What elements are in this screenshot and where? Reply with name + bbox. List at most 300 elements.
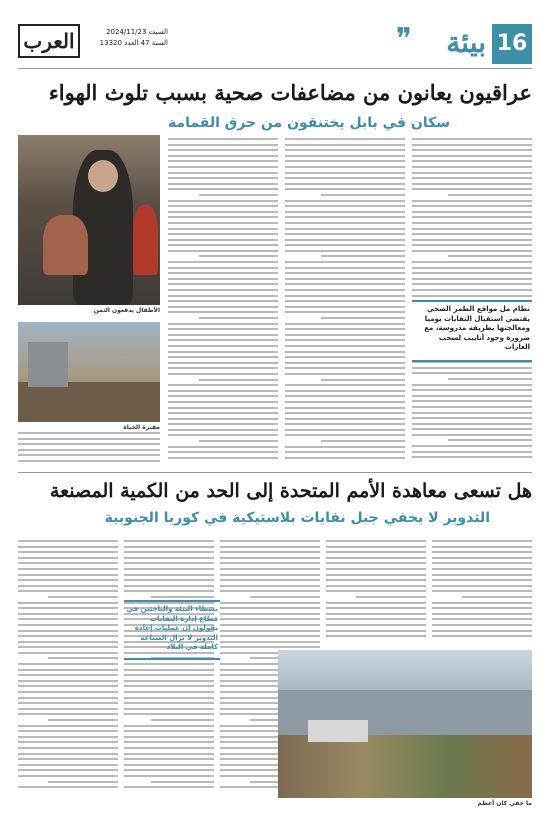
- text-line: [412, 138, 532, 140]
- text-line: [321, 317, 405, 319]
- text-line: [168, 362, 270, 364]
- text-line: [168, 300, 270, 302]
- text-line: [168, 323, 270, 325]
- text-line: [412, 423, 532, 425]
- text-line: [151, 719, 214, 721]
- text-line: [168, 188, 270, 190]
- text-line: [412, 367, 532, 369]
- text-line: [124, 764, 214, 766]
- text-line: [412, 177, 532, 179]
- text-line: [124, 691, 214, 693]
- text-line: [18, 590, 118, 592]
- article2-photo: [278, 650, 532, 798]
- text-line: [285, 138, 405, 140]
- text-line: [285, 155, 405, 157]
- text-line: [18, 613, 118, 615]
- text-line: [168, 373, 270, 375]
- text-line: [220, 641, 320, 643]
- text-line: [285, 300, 405, 302]
- text-line: [18, 669, 118, 671]
- text-line: [412, 451, 532, 453]
- article2-column-4: [124, 540, 214, 795]
- text-line: [168, 423, 270, 425]
- text-line: [412, 166, 532, 168]
- text-line: [124, 725, 214, 727]
- text-line: [285, 183, 405, 185]
- text-line: [285, 373, 405, 375]
- text-line: [285, 205, 405, 207]
- text-line: [124, 747, 214, 749]
- text-line: [432, 607, 532, 609]
- text-line: [18, 568, 118, 570]
- text-line: [18, 618, 118, 620]
- text-line: [326, 540, 426, 542]
- text-line: [18, 758, 118, 760]
- text-line: [285, 423, 405, 425]
- text-line: [124, 713, 214, 715]
- date-line: السبت 2024/11/23: [106, 28, 168, 36]
- text-line: [124, 557, 214, 559]
- text-line: [412, 295, 532, 297]
- text-line: [412, 211, 532, 213]
- text-line: [412, 250, 532, 252]
- text-line: [220, 568, 320, 570]
- text-line: [412, 384, 532, 386]
- text-line: [412, 406, 532, 408]
- text-line: [124, 585, 214, 587]
- text-line: [412, 144, 532, 146]
- quote-mark-icon: ❞: [395, 22, 412, 57]
- text-line: [432, 624, 532, 626]
- article1-pull-quote: نظام مل مواقع الطمر الصحي يقتضي استقبال النفايات يوميا ومعالجتها بطريقة مدروسة، مع ضرورة وجود أنابيب لسحب الغازات: [424, 305, 530, 351]
- text-line: [168, 239, 270, 241]
- text-line: [285, 149, 405, 151]
- text-line: [448, 439, 532, 441]
- text-line: [220, 579, 320, 581]
- text-line: [285, 418, 405, 420]
- text-line: [432, 590, 532, 592]
- text-line: [412, 272, 532, 274]
- text-line: [412, 172, 532, 174]
- text-line: [18, 546, 118, 548]
- text-line: [432, 618, 532, 620]
- text-line: [285, 222, 405, 224]
- text-line: [199, 255, 270, 257]
- text-line: [326, 585, 426, 587]
- text-line: [168, 160, 270, 162]
- text-line: [412, 149, 532, 151]
- text-line: [285, 250, 405, 252]
- text-line: [285, 233, 405, 235]
- text-line: [285, 200, 405, 202]
- text-line: [412, 400, 532, 402]
- text-line: [220, 551, 320, 553]
- text-line: [412, 372, 532, 374]
- text-line: [151, 781, 214, 783]
- text-line: [124, 540, 214, 542]
- text-line: [321, 440, 405, 442]
- text-line: [448, 378, 532, 380]
- text-line: [412, 228, 532, 230]
- text-line: [285, 267, 405, 269]
- text-line: [220, 613, 320, 615]
- text-line: [168, 418, 270, 420]
- text-line: [18, 713, 118, 715]
- text-line: [18, 460, 160, 462]
- text-line: [124, 702, 214, 704]
- text-line: [124, 574, 214, 576]
- text-line: [168, 155, 270, 157]
- text-line: [18, 652, 118, 654]
- text-line: [124, 730, 214, 732]
- text-line: [18, 562, 118, 564]
- text-line: [168, 272, 270, 274]
- page-number: 16: [492, 24, 532, 64]
- text-line: [285, 228, 405, 230]
- text-line: [199, 194, 270, 196]
- text-line: [412, 278, 532, 280]
- text-line: [18, 753, 118, 755]
- text-line: [124, 551, 214, 553]
- text-line: [285, 216, 405, 218]
- photo-figure-face: [88, 160, 118, 192]
- text-line: [124, 546, 214, 548]
- text-line: [220, 574, 320, 576]
- text-line: [18, 697, 118, 699]
- text-line: [220, 646, 320, 648]
- text-line: [432, 540, 532, 542]
- text-line: [285, 172, 405, 174]
- text-line: [285, 367, 405, 369]
- text-line: [220, 635, 320, 637]
- text-line: [168, 395, 270, 397]
- text-line: [432, 562, 532, 564]
- text-line: [412, 239, 532, 241]
- text-line: [326, 562, 426, 564]
- text-line: [168, 451, 270, 453]
- text-line: [124, 669, 214, 671]
- text-line: [124, 775, 214, 777]
- text-line: [326, 618, 426, 620]
- text-line: [168, 166, 270, 168]
- text-line: [168, 244, 270, 246]
- text-line: [285, 451, 405, 453]
- text-line: [326, 546, 426, 548]
- text-line: [285, 345, 405, 347]
- text-line: [18, 557, 118, 559]
- photo-figure-bystander: [133, 205, 158, 275]
- text-line: [124, 741, 214, 743]
- text-line: [220, 540, 320, 542]
- article1-column-4: [18, 432, 160, 468]
- text-line: [168, 144, 270, 146]
- text-line: [168, 149, 270, 151]
- text-line: [168, 222, 270, 224]
- text-line: [18, 764, 118, 766]
- text-line: [18, 540, 118, 542]
- text-line: [412, 188, 532, 190]
- text-line: [168, 200, 270, 202]
- text-line: [220, 557, 320, 559]
- article1-subheadline: سكان في بابل يختنقون من حرق القمامة: [167, 115, 450, 131]
- text-line: [168, 278, 270, 280]
- article2-headline: هل تسعى معاهدة الأمم المتحدة إلى الحد من الكمية المصنعة: [49, 480, 532, 502]
- text-line: [412, 412, 532, 414]
- text-line: [285, 429, 405, 431]
- text-line: [18, 708, 118, 710]
- text-line: [412, 160, 532, 162]
- text-line: [285, 295, 405, 297]
- text-line: [168, 367, 270, 369]
- article-divider: [18, 472, 532, 473]
- text-line: [18, 747, 118, 749]
- text-line: [220, 602, 320, 604]
- text-line: [124, 708, 214, 710]
- text-line: [412, 267, 532, 269]
- text-line: [326, 557, 426, 559]
- text-line: [124, 736, 214, 738]
- text-line: [124, 663, 214, 665]
- text-line: [285, 395, 405, 397]
- text-line: [432, 602, 532, 604]
- text-line: [168, 407, 270, 409]
- text-line: [285, 244, 405, 246]
- article2-column-1: [432, 540, 532, 645]
- text-line: [285, 283, 405, 285]
- article1-second-photo: [18, 322, 160, 422]
- text-line: [124, 568, 214, 570]
- text-line: [18, 646, 118, 648]
- text-line: [432, 574, 532, 576]
- text-line: [48, 596, 118, 598]
- text-line: [124, 697, 214, 699]
- text-line: [168, 228, 270, 230]
- text-line: [168, 412, 270, 414]
- text-line: [326, 635, 426, 637]
- text-line: [412, 289, 532, 291]
- text-line: [432, 579, 532, 581]
- text-line: [18, 635, 118, 637]
- text-line: [412, 216, 532, 218]
- text-line: [285, 457, 405, 459]
- text-line: [124, 590, 214, 592]
- text-line: [168, 211, 270, 213]
- text-line: [220, 546, 320, 548]
- text-line: [321, 255, 405, 257]
- text-line: [285, 306, 405, 308]
- text-line: [199, 379, 270, 381]
- photo-figure-child: [43, 215, 88, 275]
- text-line: [285, 412, 405, 414]
- text-line: [168, 205, 270, 207]
- text-line: [124, 562, 214, 564]
- text-line: [432, 613, 532, 615]
- article2-column-5: [18, 540, 118, 795]
- text-line: [285, 384, 405, 386]
- masthead-divider: [18, 68, 532, 69]
- text-line: [220, 562, 320, 564]
- text-line: [18, 702, 118, 704]
- text-line: [285, 351, 405, 353]
- text-line: [285, 339, 405, 341]
- text-line: [321, 379, 405, 381]
- text-line: [124, 579, 214, 581]
- text-line: [168, 267, 270, 269]
- text-line: [168, 457, 270, 459]
- text-line: [168, 138, 270, 140]
- text-line: [326, 602, 426, 604]
- text-line: [285, 261, 405, 263]
- photo-truck: [308, 720, 368, 742]
- text-line: [168, 446, 270, 448]
- text-line: [18, 685, 118, 687]
- text-line: [412, 389, 532, 391]
- text-line: [412, 428, 532, 430]
- newspaper-logo: العرب: [18, 24, 80, 58]
- text-line: [412, 261, 532, 263]
- text-line: [412, 283, 532, 285]
- text-line: [168, 261, 270, 263]
- text-line: [285, 211, 405, 213]
- text-line: [285, 401, 405, 403]
- text-line: [48, 781, 118, 783]
- text-line: [48, 657, 118, 659]
- text-line: [124, 674, 214, 676]
- text-line: [18, 551, 118, 553]
- text-line: [285, 328, 405, 330]
- text-line: [168, 216, 270, 218]
- text-line: [432, 557, 532, 559]
- text-line: [124, 769, 214, 771]
- text-line: [285, 334, 405, 336]
- text-line: [18, 630, 118, 632]
- text-line: [168, 289, 270, 291]
- article1-headline: عراقيون يعانون من مضاعفات صحية بسبب تلوث الهواء: [48, 80, 532, 105]
- text-line: [124, 753, 214, 755]
- text-line: [285, 446, 405, 448]
- text-line: [326, 630, 426, 632]
- article1-column-2: [285, 138, 405, 466]
- text-line: [412, 233, 532, 235]
- photo-waste-pile: [278, 735, 532, 798]
- text-line: [220, 607, 320, 609]
- text-line: [285, 188, 405, 190]
- text-line: [168, 390, 270, 392]
- text-line: [412, 183, 532, 185]
- article2-photo-caption: ما خفي كان أعظم: [477, 800, 532, 807]
- article1-main-caption: الأطفال يدفعون الثمن: [93, 307, 160, 314]
- text-line: [18, 641, 118, 643]
- article1-column-5: [168, 138, 270, 466]
- text-line: [168, 177, 270, 179]
- text-line: [220, 624, 320, 626]
- text-line: [168, 334, 270, 336]
- text-line: [168, 351, 270, 353]
- text-line: [168, 183, 270, 185]
- text-line: [285, 362, 405, 364]
- text-line: [326, 568, 426, 570]
- text-line: [18, 574, 118, 576]
- text-line: [220, 618, 320, 620]
- text-line: [412, 200, 532, 202]
- text-line: [18, 674, 118, 676]
- text-line: [18, 725, 118, 727]
- text-line: [285, 278, 405, 280]
- text-line: [168, 434, 270, 436]
- text-line: [168, 429, 270, 431]
- text-line: [432, 546, 532, 548]
- text-line: [168, 311, 270, 313]
- text-line: [220, 630, 320, 632]
- text-line: [168, 172, 270, 174]
- text-line: [168, 306, 270, 308]
- text-line: [18, 454, 160, 456]
- article2-pull-quote: نشطاء البيئة والباحثين في قطاع إدارة النفايات يقولون إن عمليات إعادة التدوير لا تزال الصناعة كاملة في البلاد: [126, 605, 218, 651]
- article2-pull-quote-box: [124, 600, 220, 660]
- text-line: [285, 272, 405, 274]
- text-line: [168, 345, 270, 347]
- article1-column-1: [412, 138, 532, 303]
- article1-second-caption: مقبرة الحياة: [123, 424, 160, 431]
- text-line: [168, 250, 270, 252]
- text-line: [285, 144, 405, 146]
- text-line: [285, 177, 405, 179]
- text-line: [18, 680, 118, 682]
- text-line: [18, 663, 118, 665]
- text-line: [285, 434, 405, 436]
- text-line: [285, 323, 405, 325]
- text-line: [124, 685, 214, 687]
- text-line: [220, 585, 320, 587]
- text-line: [18, 432, 160, 434]
- text-line: [326, 590, 426, 592]
- text-line: [285, 311, 405, 313]
- text-line: [285, 289, 405, 291]
- text-line: [412, 395, 532, 397]
- text-line: [356, 596, 426, 598]
- text-line: [220, 590, 320, 592]
- text-line: [432, 551, 532, 553]
- text-line: [326, 574, 426, 576]
- article2-column-2: [326, 540, 426, 645]
- text-line: [448, 194, 532, 196]
- text-line: [285, 160, 405, 162]
- text-line: [18, 607, 118, 609]
- text-line: [326, 551, 426, 553]
- article2-subheadline: التدوير لا يخفي جبل نفايات بلاستيكية في كوريا الجنوبية: [104, 510, 490, 526]
- masthead: [18, 24, 532, 64]
- section-title: بيئة: [446, 26, 486, 59]
- text-line: [18, 443, 160, 445]
- photo-building: [28, 342, 68, 387]
- text-line: [285, 166, 405, 168]
- text-line: [412, 155, 532, 157]
- text-line: [18, 438, 160, 440]
- text-line: [326, 613, 426, 615]
- text-line: [412, 222, 532, 224]
- text-line: [18, 741, 118, 743]
- text-line: [412, 417, 532, 419]
- text-line: [448, 255, 532, 257]
- text-line: [326, 607, 426, 609]
- text-line: [326, 624, 426, 626]
- text-line: [321, 194, 405, 196]
- text-line: [168, 283, 270, 285]
- text-line: [285, 407, 405, 409]
- issue-number-line: السنة 47 العدد 13320: [99, 39, 168, 47]
- text-line: [432, 568, 532, 570]
- text-line: [412, 456, 532, 458]
